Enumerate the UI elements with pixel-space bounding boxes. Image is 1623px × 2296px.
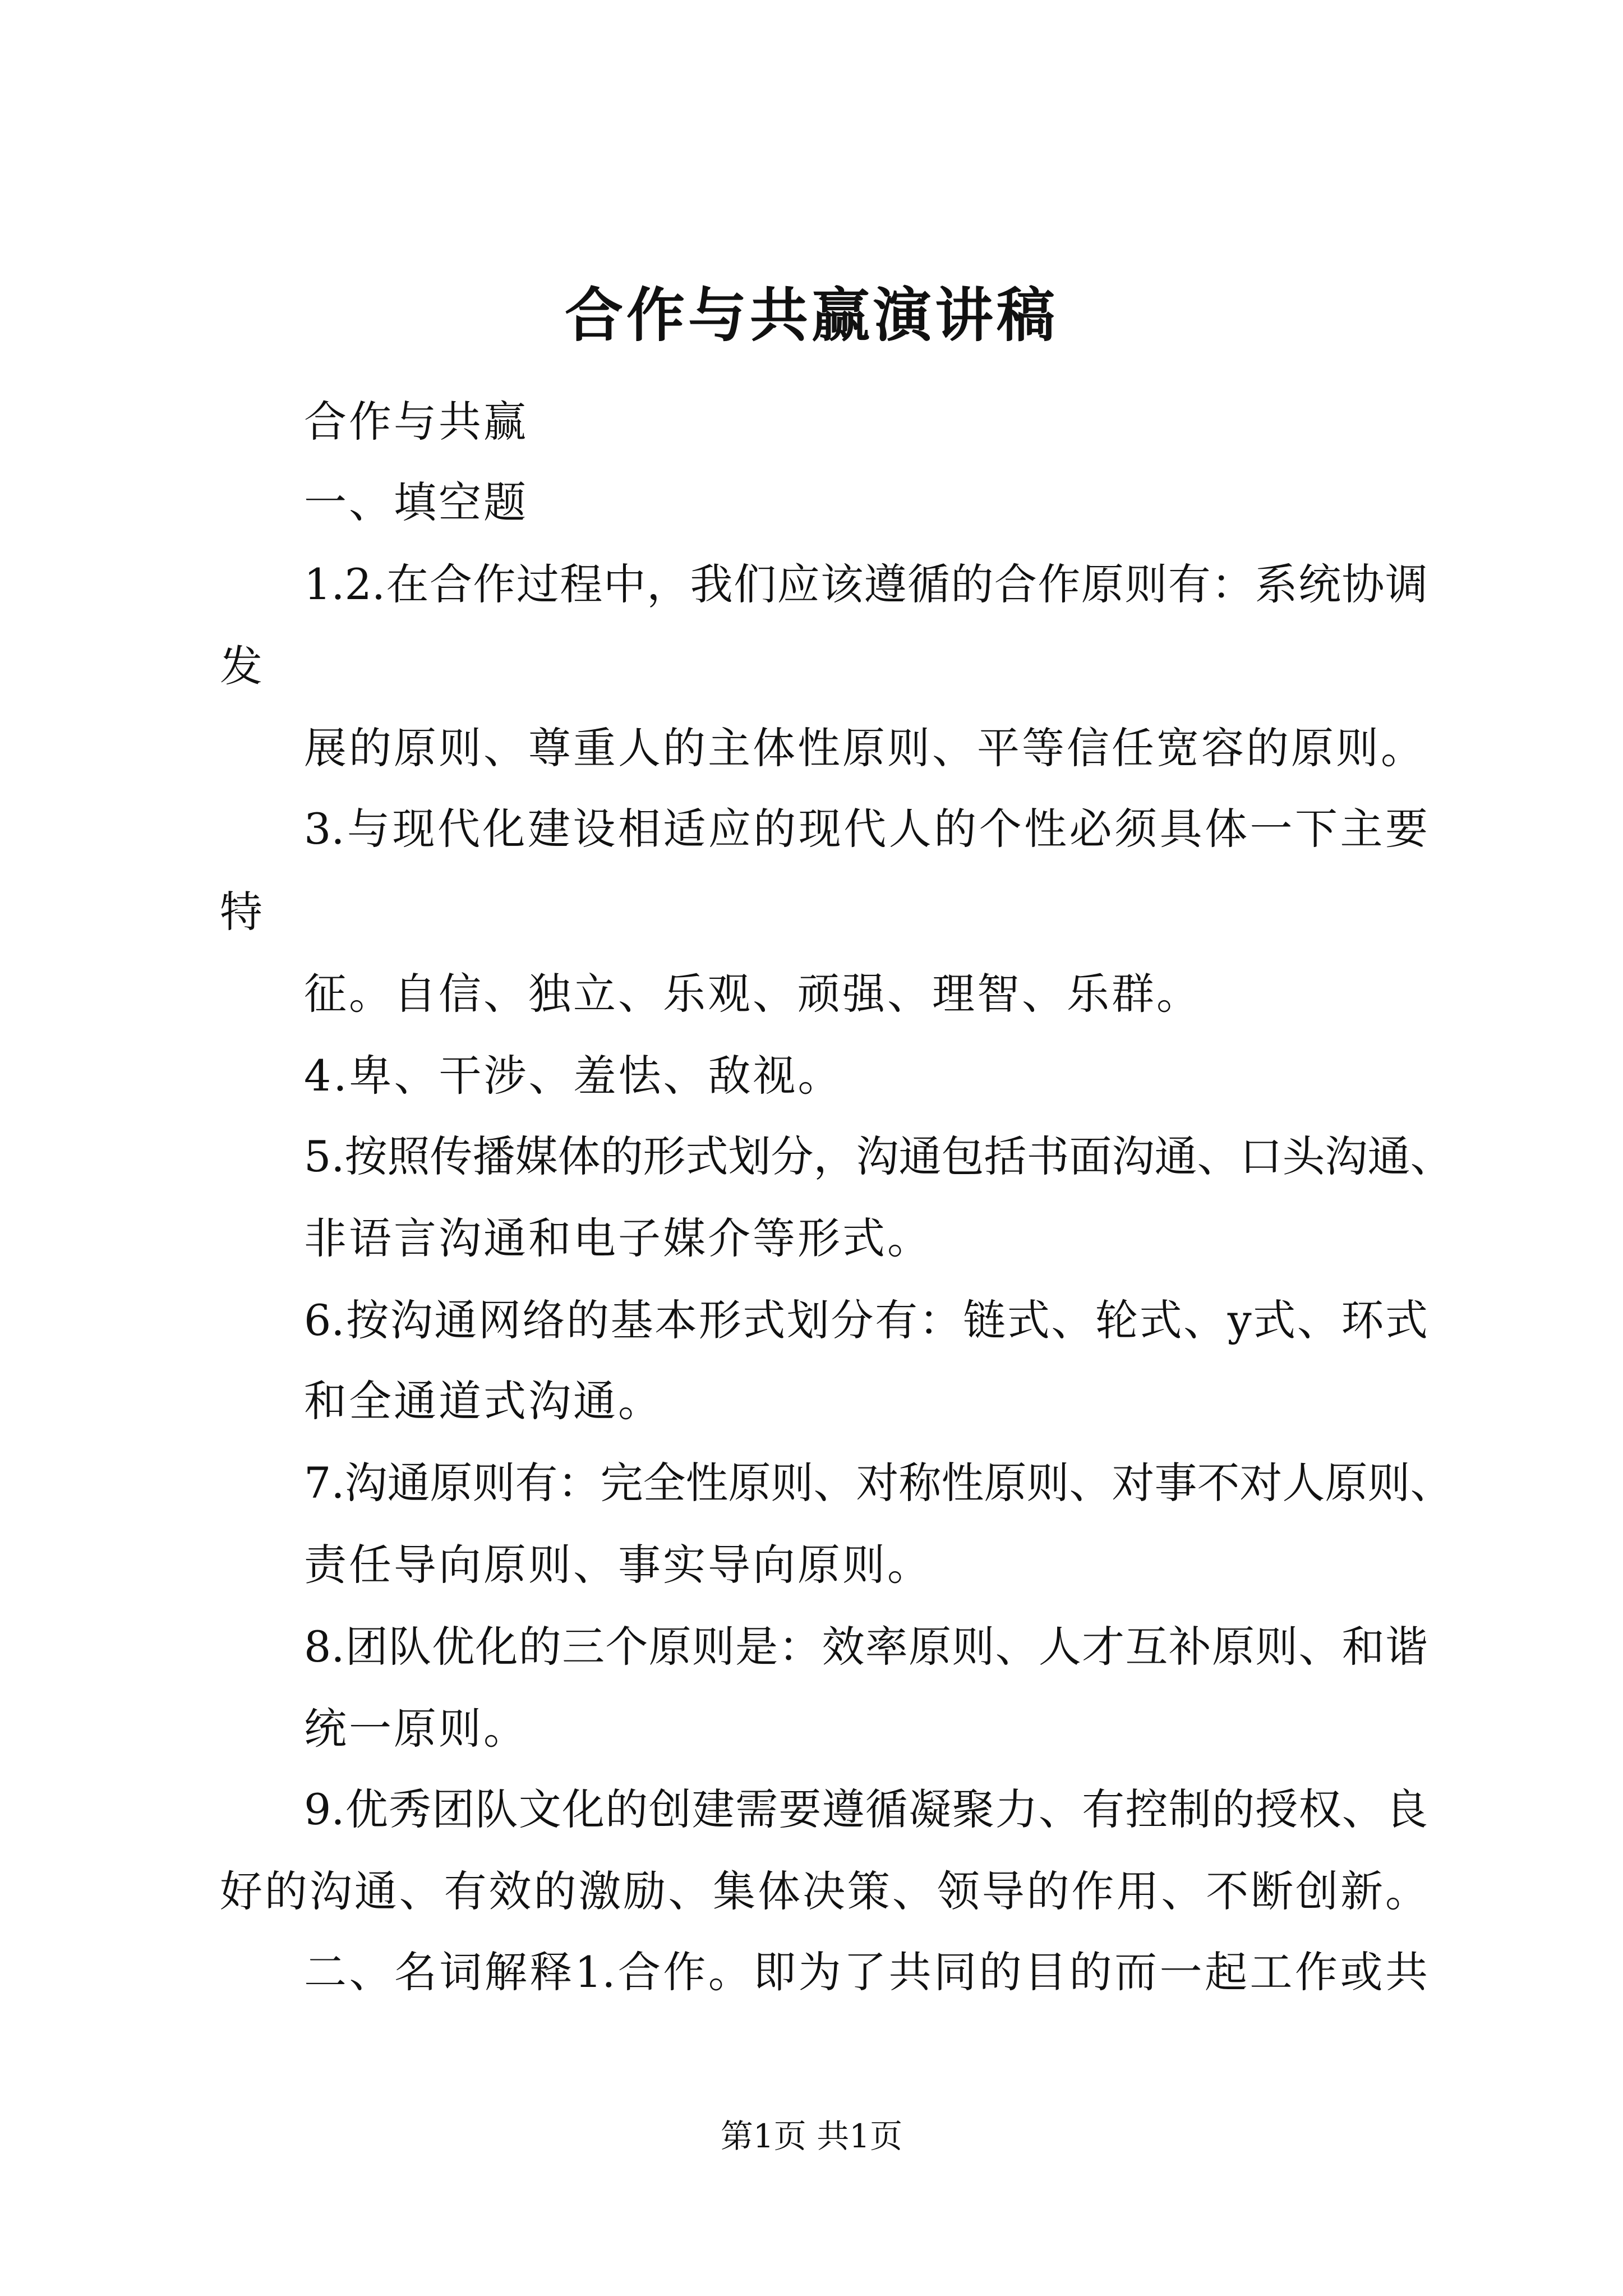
body-line: 发	[220, 641, 265, 691]
body-line: 3.与现代化建设相适应的现代人的个性必须具体一下主要	[304, 804, 1428, 854]
body-line: 和全通道式沟通。	[304, 1376, 663, 1426]
body-line: 统一原则。	[304, 1704, 528, 1754]
page-footer: 第1页 共1页	[720, 2117, 903, 2155]
body-line: 好的沟通、有效的激励、集体决策、领导的作用、不断创新。	[220, 1866, 1428, 1916]
body-line: 展的原则、尊重人的主体性原则、平等信任宽容的原则。	[304, 723, 1426, 773]
body-line: 8.团队优化的三个原则是：效率原则、人才互补原则、和谐	[304, 1622, 1428, 1672]
body-line: 6.按沟通网络的基本形式划分有：链式、轮式、y式、环式	[304, 1295, 1428, 1345]
body-line: 4.卑、干涉、羞怯、敌视。	[304, 1051, 843, 1101]
body-line: 合作与共赢	[304, 397, 528, 447]
body-line: 一、填空题	[304, 477, 528, 527]
body-line: 1.2.在合作过程中，我们应该遵循的合作原则有：系统协调	[304, 559, 1428, 609]
body-line: 5.按照传播媒体的形式划分，沟通包括书面沟通、口头沟通、	[304, 1131, 1453, 1181]
body-line: 二、名词解释1.合作。即为了共同的目的而一起工作或共	[304, 1947, 1428, 1997]
document-title: 合作与共赢演讲稿	[564, 280, 1058, 349]
body-line: 征。自信、独立、乐观、顽强、理智、乐群。	[304, 969, 1201, 1019]
body-line: 特	[220, 887, 265, 937]
body-line: 9.优秀团队文化的创建需要遵循凝聚力、有控制的授权、良	[304, 1784, 1428, 1834]
body-line: 7.沟通原则有：完全性原则、对称性原则、对事不对人原则、	[304, 1458, 1453, 1508]
body-line: 责任导向原则、事实导向原则。	[304, 1540, 932, 1590]
body-line: 非语言沟通和电子媒介等形式。	[304, 1213, 932, 1263]
